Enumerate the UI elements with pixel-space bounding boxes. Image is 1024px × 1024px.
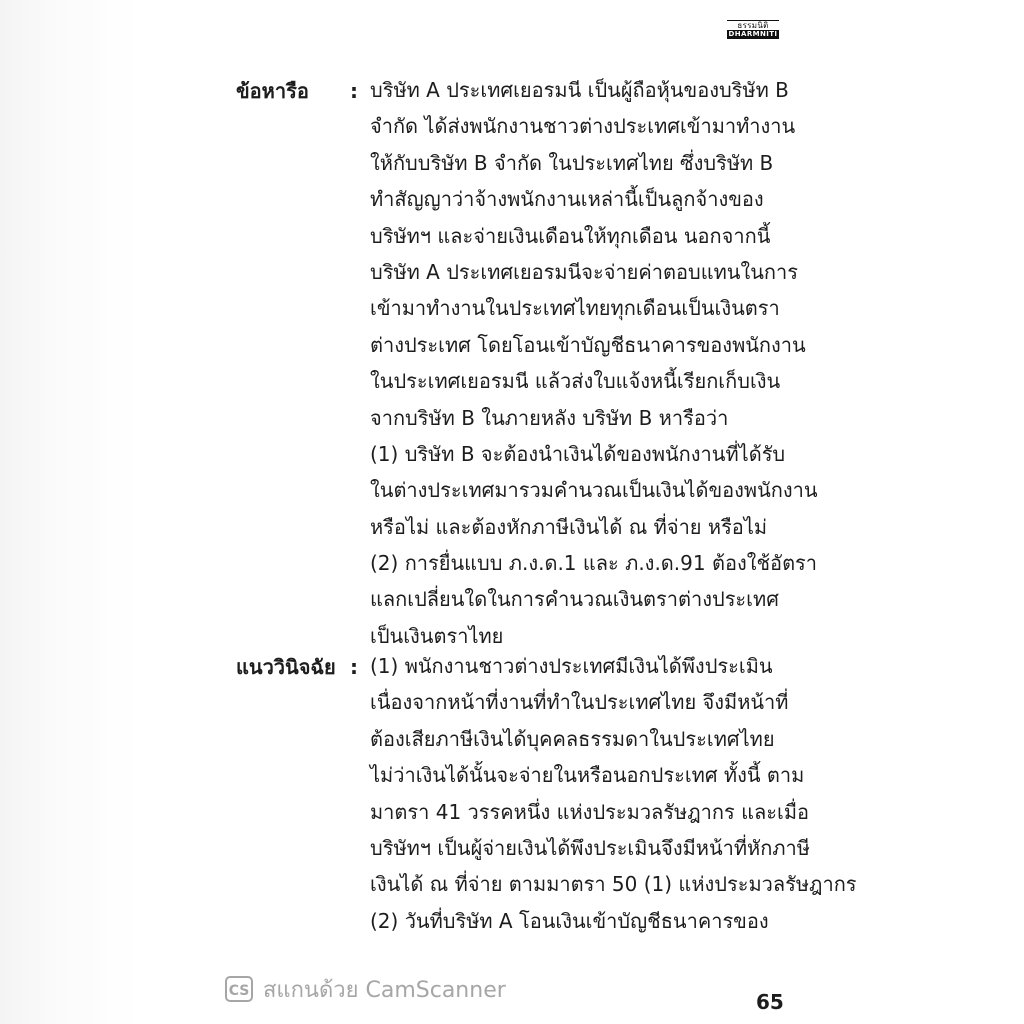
- camscanner-text: สแกนด้วย CamScanner: [263, 977, 506, 1003]
- question-line: จากบริษัท B ในภายหลัง บริษัท B หารือว่า: [370, 405, 729, 430]
- question-body: [370, 72, 818, 654]
- question-line: (1) บริษัท B จะต้องนำเงินได้ของพนักงานที่ได้รับ: [370, 441, 786, 466]
- question-line: ให้กับบริษัท B จำกัด ในประเทศไทย ซึ่งบริษัท B: [370, 150, 774, 175]
- ruling-line: (2) วันที่บริษัท A โอนเงินเข้าบัญชีธนาคารของ: [370, 908, 769, 933]
- question-line: ในต่างประเทศมารวมคำนวณเป็นเงินได้ของพนักงาน: [370, 478, 818, 503]
- ruling-line: มาตรา 41 วรรคหนึ่ง แห่งประมวลรัษฎากร และเมื่อ: [370, 799, 810, 824]
- ruling-line: เนื่องจากหน้าที่งานที่ทำในประเทศไทย จึงมีหน้าที่: [370, 690, 789, 715]
- ruling-line: (1) พนักงานชาวต่างประเทศมีเงินได้พึงประเมิน: [370, 654, 773, 678]
- ruling-body: [370, 648, 857, 939]
- question-line: จำกัด ได้ส่งพนักงานชาวต่างประเทศเข้ามาทำงาน: [370, 114, 796, 139]
- question-line: ทำสัญญาว่าจ้างพนักงานเหล่านี้เป็นลูกจ้างของ: [370, 187, 764, 212]
- question-colon: :: [350, 79, 358, 103]
- camscanner-icon: CS: [225, 976, 253, 1002]
- question-line: (2) การยื่นแบบ ภ.ง.ด.1 และ ภ.ง.ด.91 ต้องใช้อัตรา: [370, 551, 818, 576]
- ruling-line: บริษัทฯ เป็นผู้จ่ายเงินได้พึงประเมินจึงมีหน้าที่หักภาษี: [370, 835, 810, 860]
- question-label: ข้อหารือ: [236, 79, 309, 103]
- question-line: บริษัทฯ และจ่ายเงินเดือนให้ทุกเดือน นอกจากนี้: [370, 223, 771, 248]
- page-number: 65: [756, 990, 784, 1014]
- question-line: แลกเปลี่ยนใดในการคำนวณเงินตราต่างประเทศ: [370, 587, 779, 612]
- ruling-line: ต้องเสียภาษีเงินได้บุคคลธรรมดาในประเทศไทย: [370, 726, 775, 751]
- logo-english-text: DHARMNITI: [728, 30, 778, 38]
- ruling-line: เงินได้ ณ ที่จ่าย ตามมาตรา 50 (1) แห่งประมวลรัษฎากร: [370, 872, 857, 897]
- question-line: หรือไม่ และต้องหักภาษีเงินได้ ณ ที่จ่าย หรือไม่: [370, 514, 768, 539]
- question-line: เป็นเงินตราไทย: [370, 623, 504, 648]
- publisher-logo: [727, 20, 779, 40]
- question-line: บริษัท A ประเทศเยอรมนี เป็นผู้ถือหุ้นของบริษัท B: [370, 78, 789, 102]
- logo-thai-text: ธรรมนิติ: [727, 20, 779, 30]
- ruling-line: ไม่ว่าเงินได้นั้นจะจ่ายในหรือนอกประเทศ ทั้งนี้ ตาม: [370, 763, 805, 788]
- question-line: ต่างประเทศ โดยโอนเข้าบัญชีธนาคารของพนักงาน: [370, 332, 806, 357]
- question-line: ในประเทศเยอรมนี แล้วส่งใบแจ้งหนี้เรียกเก็บเงิน: [370, 369, 781, 394]
- ruling-label: แนววินิจฉัย: [236, 655, 336, 679]
- camscanner-watermark: [225, 974, 506, 1004]
- question-line: เข้ามาทำงานในประเทศไทยทุกเดือนเป็นเงินตรา: [370, 296, 780, 321]
- ruling-colon: :: [350, 655, 358, 679]
- question-line: บริษัท A ประเทศเยอรมนีจะจ่ายค่าตอบแทนในการ: [370, 259, 798, 284]
